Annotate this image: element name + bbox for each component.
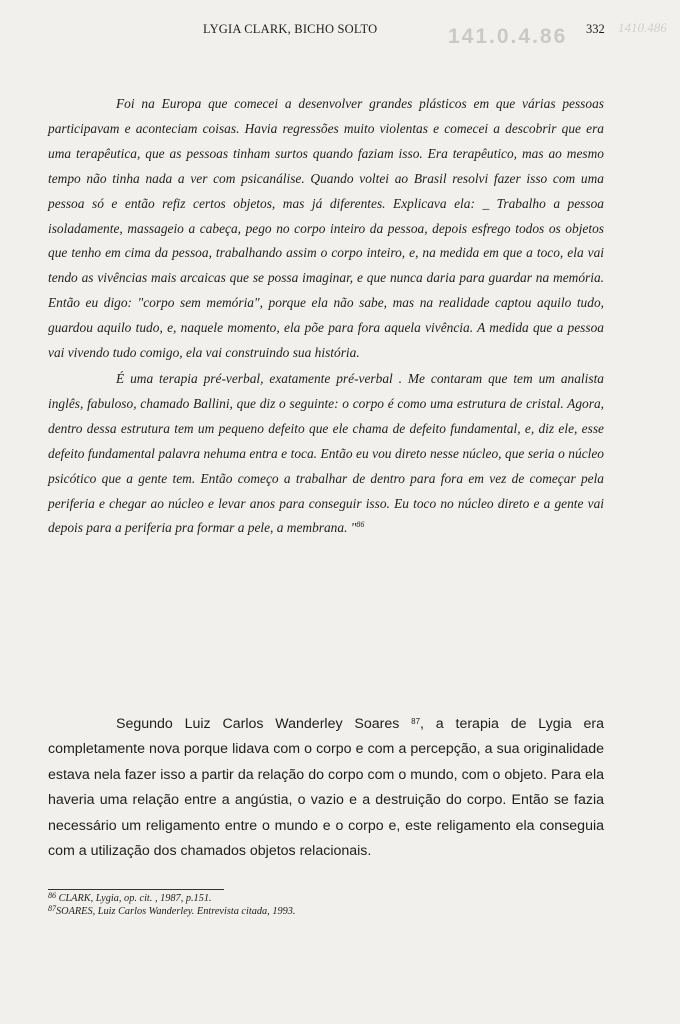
footnote-text: SOARES, Luiz Carlos Wanderley. Entrevista citada, 1993. [56, 905, 296, 917]
footnotes [48, 893, 604, 918]
quote-paragraph-1: Foi na Europa que comecei a desenvolver grandes plásticos em que várias pessoas participavam e aconteciam coisas. Havia regressões muito violentas e comecei a descobrir que era uma terapêutica, que as pessoas tinham surtos quando faziam isso. Era terapêutico, mas ao mesmo tempo não tinha nada a ver com psicanálise. Quando voltei ao Brasil resolvi fazer isso com uma pessoa só e então refiz certos objetos, mas já diferentes. Explicava ela: _ Trabalho a pessoa isoladamente, massageio a cabeça, pego no corpo inteiro da pessoa, depois esfrego todos os objetos que tenho em cima da pessoa, trabalhando assim o corpo inteiro, e, na medida em que a toco, ela vai tendo as vivências mais arcaicas que se possa imaginar, e que nunca daria para guardar na memória. Então eu digo: "corpo sem memória", porque ela não sabe, mas na realidade captou aquilo tudo, guardou aquilo tudo, e, naquele momento, ela põe para fora aquela vivência. A medida que a pessoa vai vivendo tudo comigo, ela vai construindo sua história. [48, 96, 604, 361]
footnote-86 [48, 893, 604, 906]
page-header [0, 20, 680, 48]
running-title: LYGIA CLARK, BICHO SOLTO [203, 22, 378, 36]
page-number: 332 [586, 22, 605, 36]
footnote-number: 86 [48, 891, 56, 900]
footnote-divider [48, 889, 224, 890]
corner-handwritten-note: 1410.486 [618, 20, 667, 35]
archive-stamp: 141.0.4.86 [448, 25, 568, 48]
footnote-text: CLARK, Lygia, op. cit. , 1987, p.151. [56, 893, 212, 904]
footnote-87 [48, 903, 604, 919]
body-paragraph [48, 712, 604, 864]
footnote-number: 87 [48, 903, 56, 913]
block-quote [48, 92, 604, 541]
body-text-part-2: , a terapia de Lygia era completamente nova porque lidava com o corpo e com a percepção, a sua originalidade estava nela fazer isso a partir da relação do corpo com o mundo, com o objeto. Para ela haveria uma relação entre a angústia, o vazio e a destruição do corpo. Então se fazia necessário um religamento entre o mundo e o corpo e, este religamento ela conseguia com a utilização dos chamados objetos relacionais. [48, 716, 604, 860]
footnote-ref-86: 86 [356, 520, 365, 530]
body-text-part-1: Segundo Luiz Carlos Wanderley Soares [116, 716, 412, 732]
quote-paragraph-2-text: É uma terapia pré-verbal, exatamente pré-verbal . Me contaram que tem um analista inglês, fabuloso, chamado Ballini, que diz o seguinte: o corpo é como uma estrutura de cristal. Agora, dentro dessa estrutura tem um pequeno defeito que ele chama de defeito fundamental, e, diz ele, esse defeito fundamental palavra nehuma entra e toca. Então eu vou direto nesse núcleo, que seria o núcleo psicótico que a gente tem. Então começo a trabalhar de dentro para fora em vez de começar pela periferia e chegar ao núcleo e levar anos para conseguir isso. Eu toco no núcleo direto e a gente vai depois para a periferia pra formar a pele, a membrana. " [48, 370, 604, 536]
footnote-ref-87: 87 [411, 717, 421, 726]
body-paragraph-text [48, 712, 604, 864]
quote-paragraph-2 [48, 367, 604, 541]
